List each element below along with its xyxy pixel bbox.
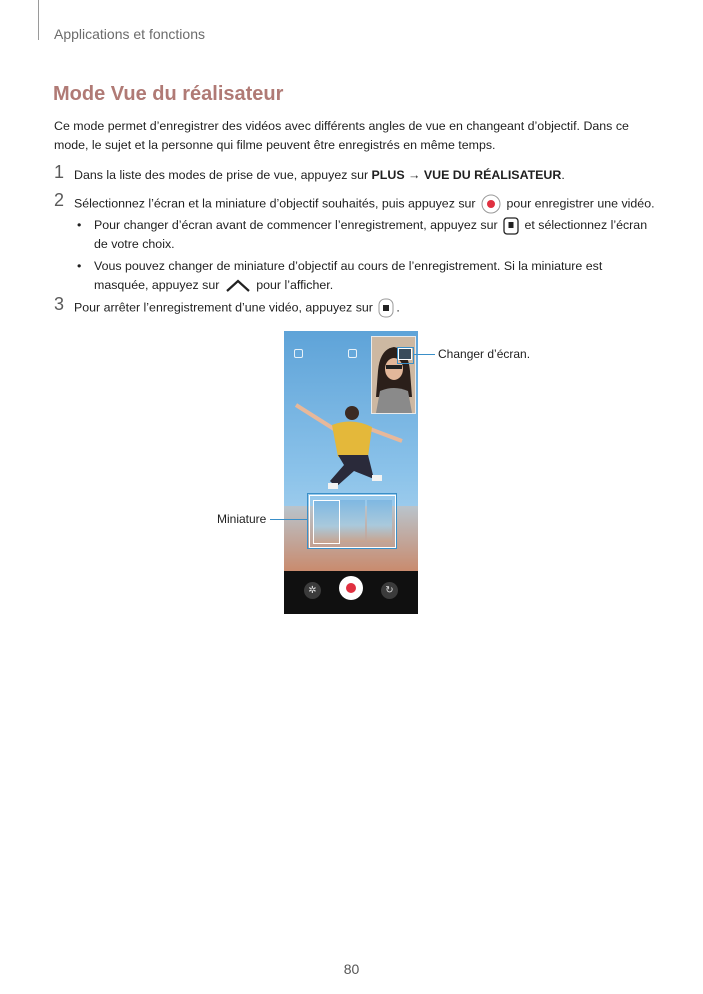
step-number: 1 <box>54 162 65 182</box>
page-number: 80 <box>343 961 360 977</box>
step-text <box>74 194 655 214</box>
bullet-text-part: de votre choix. <box>94 237 175 251</box>
bullet-text <box>94 257 649 295</box>
bullet-text-part: Pour changer d’écran avant de commencer l’enregistrement, appuyez sur <box>94 218 502 232</box>
step-text <box>74 166 565 185</box>
callout-line-screen <box>413 354 435 355</box>
step-number: 2 <box>54 190 65 210</box>
step-text-part: pour enregistrer une vidéo. <box>503 196 655 211</box>
camera-bottom-bar <box>284 571 418 614</box>
bullet-text-part: pour l’afficher. <box>252 278 334 292</box>
callout-box-thumbnail <box>307 493 397 549</box>
arrow: → <box>404 168 424 182</box>
running-head: Applications et fonctions <box>54 26 205 42</box>
menu-director-view-label: VUE DU RÉALISATEUR <box>423 168 562 182</box>
record-dot <box>346 583 356 593</box>
step-text-part: Dans la liste des modes de prise de vue, appuyez sur <box>74 168 372 182</box>
bullet-text <box>94 216 649 254</box>
stop-icon <box>378 298 394 318</box>
intro-line-1: Ce mode permet d’enregistrer des vidéos avec différents angles de vue en changeant d’objectif. Dans ce <box>54 119 629 133</box>
switch-screen-icon <box>503 217 519 235</box>
ratio-icon <box>348 349 357 358</box>
step-text-part: . <box>396 300 400 315</box>
callout-label-screen: Changer d’écran. <box>438 347 531 361</box>
chevron-up-icon <box>225 279 251 293</box>
effects-icon[interactable]: ✲ <box>304 582 321 599</box>
settings-icon <box>294 349 303 358</box>
bullet-text-part: masquée, appuyez sur <box>94 278 223 292</box>
record-button[interactable] <box>339 576 363 600</box>
bullet-dot: • <box>77 218 82 232</box>
step-number: 3 <box>54 294 65 314</box>
page-edge-line <box>38 0 39 40</box>
record-icon <box>481 194 501 214</box>
callout-box-screen <box>397 347 414 364</box>
callout-line-thumbnail <box>270 519 307 520</box>
intro-line-2: mode, le sujet et la personne qui filme peuvent être enregistrés en même temps. <box>54 138 496 152</box>
bullet-text-part: et sélectionnez l’écran <box>521 218 648 232</box>
step-text <box>74 298 400 318</box>
menu-plus-label: PLUS <box>371 168 405 182</box>
step-text-part: Sélectionnez l’écran et la miniature d’objectif souhaités, puis appuyez sur <box>74 196 479 211</box>
bullet-text-part: Vous pouvez changer de miniature d’objectif au cours de l’enregistrement. Si la miniature est <box>94 259 603 273</box>
step-text-part: Pour arrêter l’enregistrement d’une vidéo, appuyez sur <box>74 300 377 315</box>
intro-paragraph <box>54 117 644 155</box>
camera-screenshot <box>284 331 418 614</box>
section-title: Mode Vue du réalisateur <box>53 83 284 105</box>
step-text-part: . <box>561 168 565 182</box>
bullet-dot: • <box>77 259 82 273</box>
switch-camera-icon[interactable]: ↻ <box>381 582 398 599</box>
callout-label-thumbnail: Miniature <box>217 512 267 526</box>
